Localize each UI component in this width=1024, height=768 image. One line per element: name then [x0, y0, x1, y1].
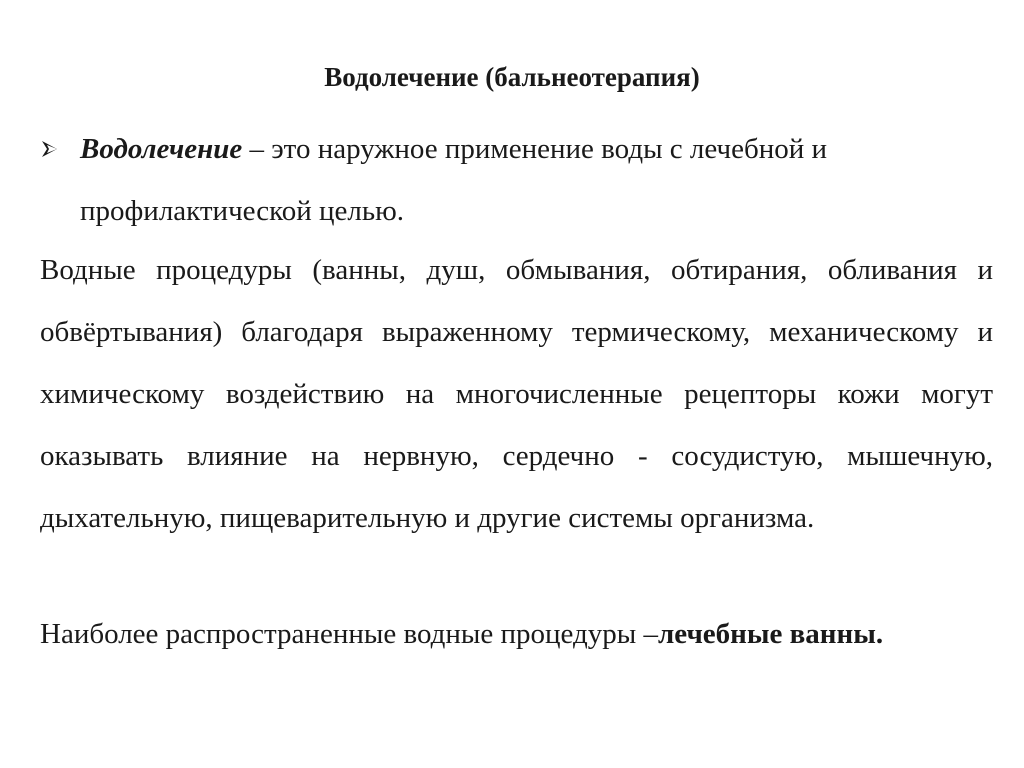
definition-text — [80, 118, 985, 242]
definition-body: – это наружное применение воды с лечебной и профилактической целью. — [80, 133, 828, 227]
slide-title: Водолечение (бальнеотерапия) — [324, 62, 700, 92]
definition-term: Водолечение — [80, 133, 243, 165]
paragraph-lead: Наиболее распространенные водные процедуры – — [40, 618, 659, 650]
definition-bullet — [40, 118, 985, 242]
paragraph-water-procedures: Водные процедуры (ванны, душ, обмывания, обтирания, обливания и обвёртывания) благодаря выраженному термическому, механическому и химическому воздействию на многочисленные рецепторы кожи могут оказывать влияние на нервную, сердечно - сосудистую, мышечную, дыхательную, пищеварительную и другие системы организма. — [40, 254, 993, 534]
arrow-bullet-icon — [40, 118, 80, 180]
paragraph-common-procedures — [40, 603, 993, 665]
paragraph-emphasis: лечебные ванны. — [658, 618, 884, 650]
